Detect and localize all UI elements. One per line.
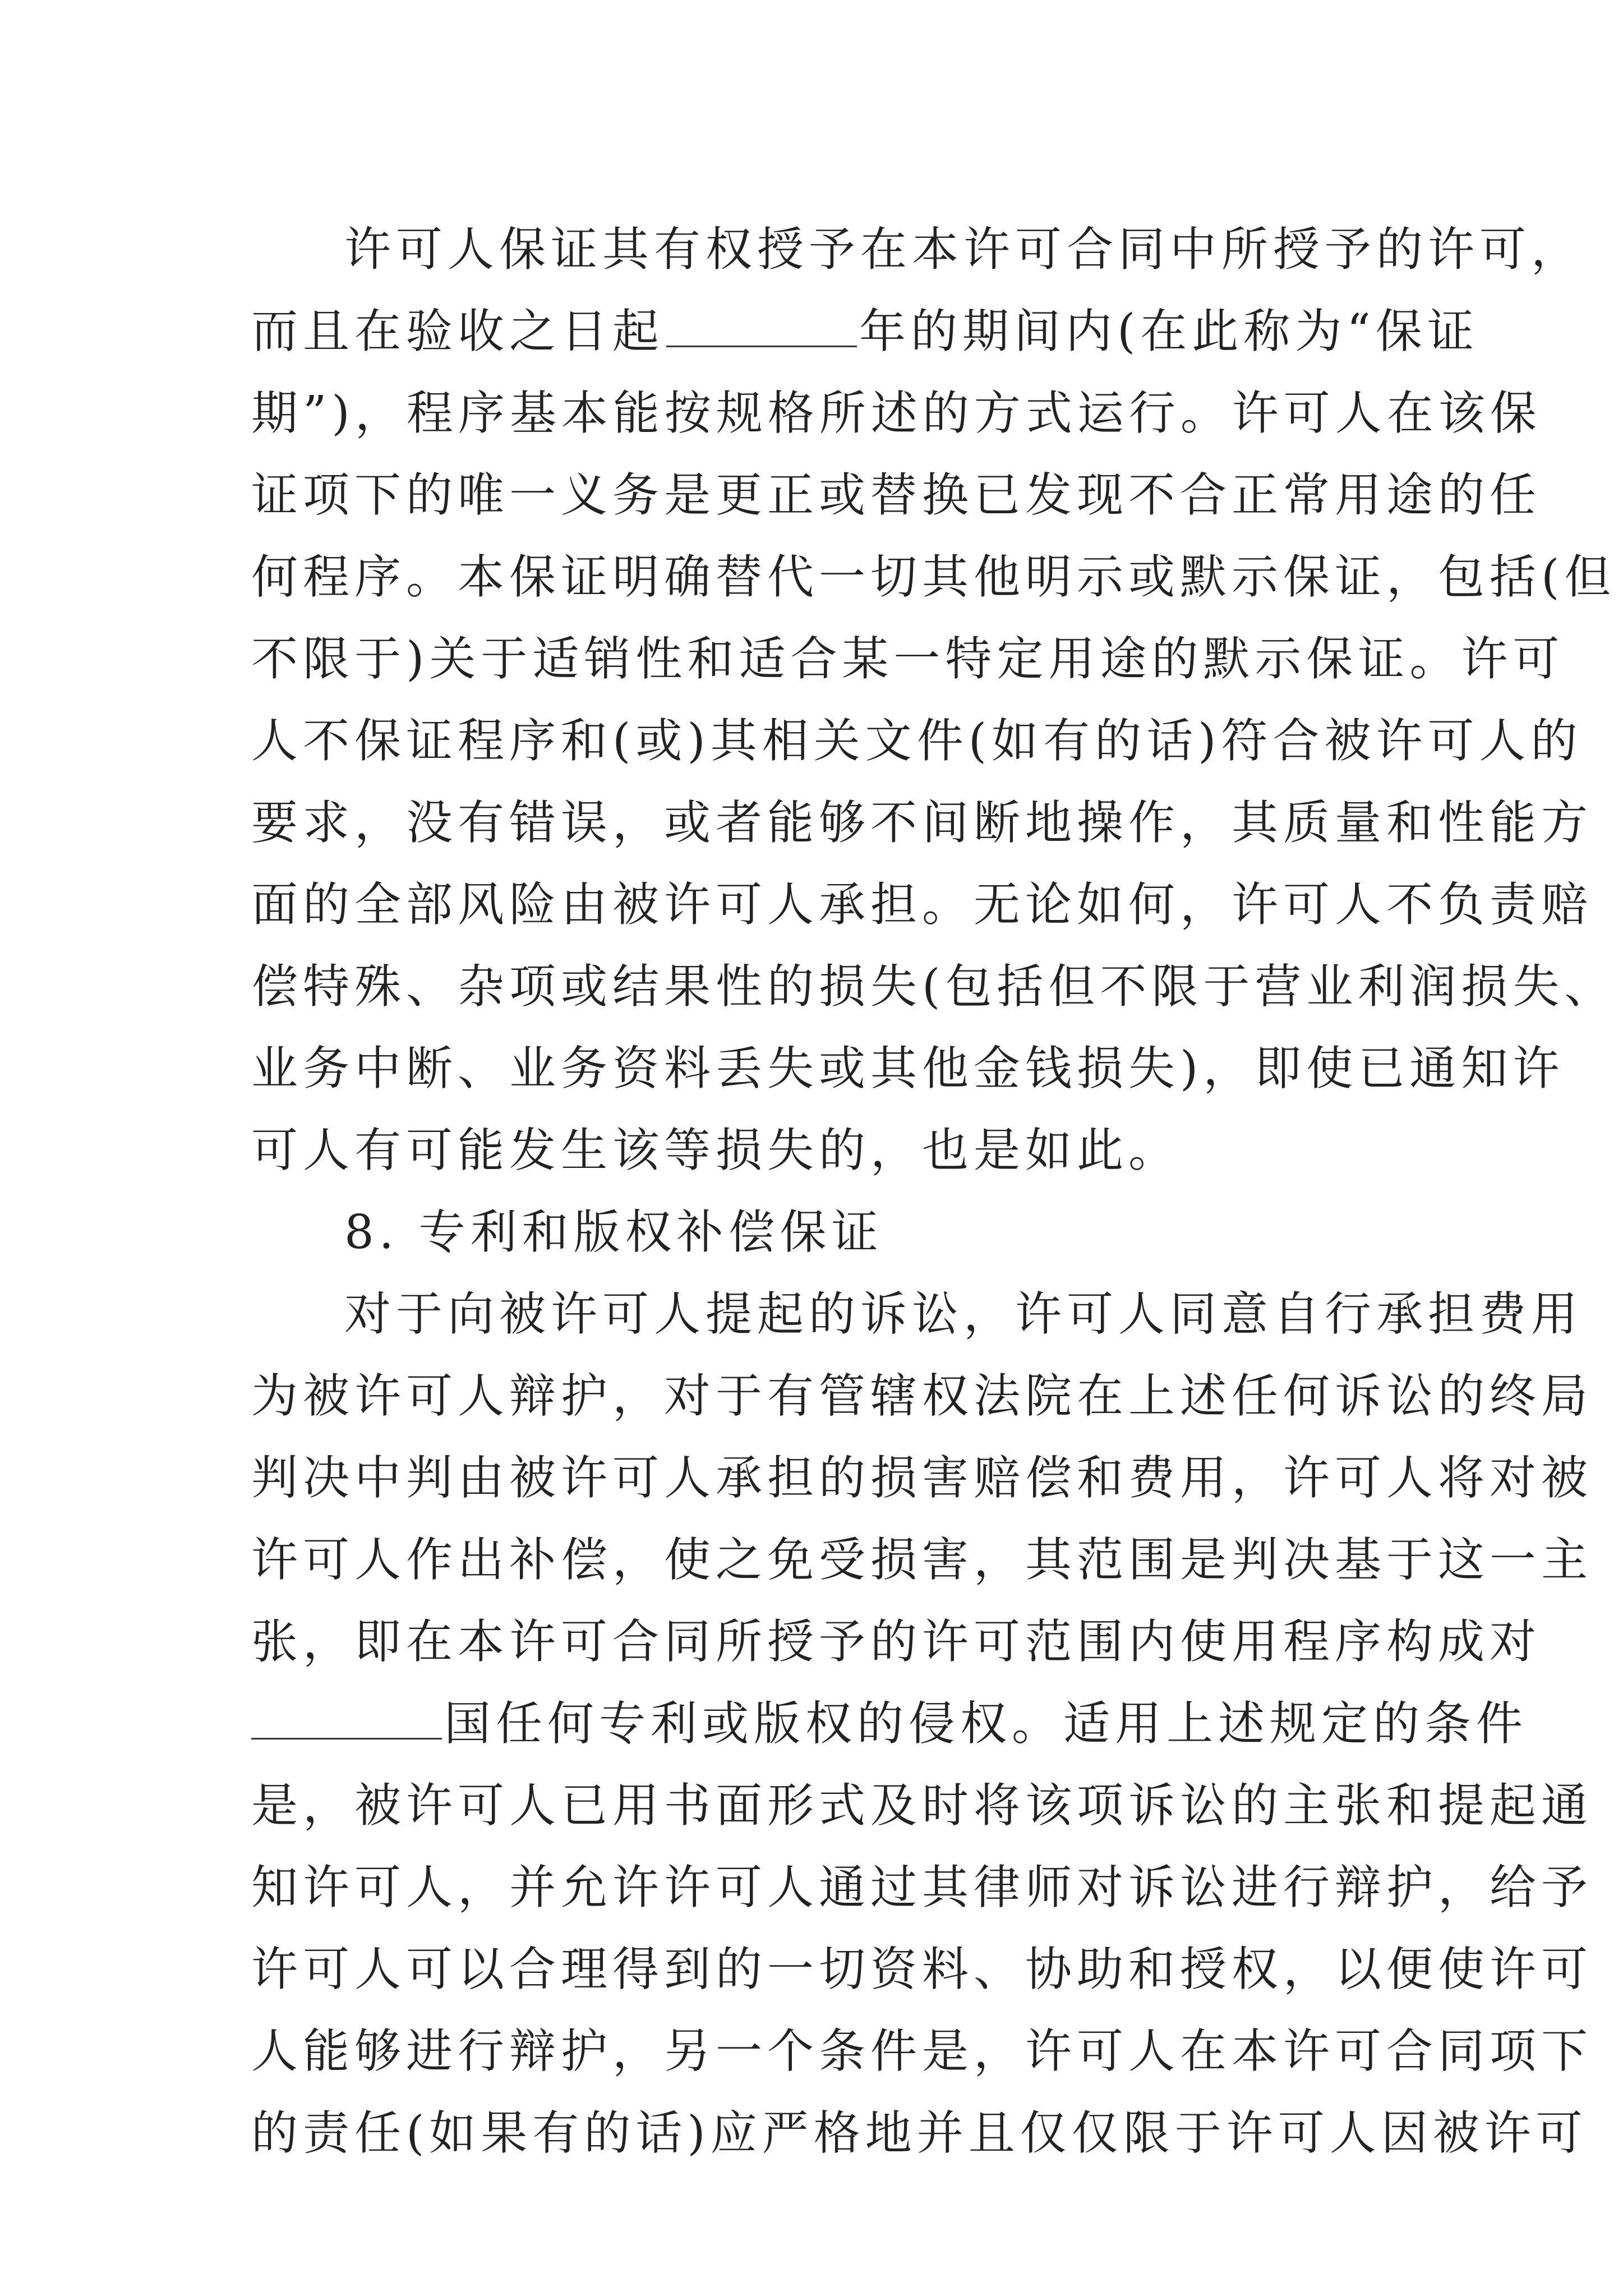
paragraph-line: 是，被许可人已用书面形式及时将该项诉讼的主张和提起通 — [251, 1778, 1593, 1833]
text-fragment: 国任何专利或版权的侵权。适用上述规定的条件 — [444, 1696, 1528, 1751]
paragraph-line: 不限于)关于适销性和适合某一特定用途的默示保证。许可 — [251, 632, 1565, 686]
text-fragment: 而且在验收之日起 — [251, 304, 664, 358]
paragraph-line: 人不保证程序和(或)其相关文件(如有的话)符合被许可人的 — [251, 714, 1583, 768]
paragraph-line: 许可人保证其有权授予在本许可合同中所授予的许可， — [344, 222, 1583, 277]
paragraph-line: 判决中判由被许可人承担的损害赔偿和费用，许可人将对被 — [251, 1451, 1593, 1505]
paragraph-line — [251, 1683, 1528, 1765]
paragraph-line — [251, 291, 1479, 372]
fill-in-blank — [251, 1699, 442, 1740]
paragraph-line: 的责任(如果有的话)应严格地并且仅仅限于许可人因被许可 — [251, 2106, 1588, 2160]
paragraph-line: 知许可人，并允许许可人通过其律师对诉讼进行辩护，给予 — [251, 1860, 1593, 1915]
paragraph-line: 偿特殊、杂项或结果性的损失(包括但不限于营业利润损失、 — [251, 959, 1616, 1014]
text-fragment: 年的期间内(在此称为“保证 — [859, 304, 1479, 358]
paragraph-line: 面的全部风险由被许可人承担。无论如何，许可人不负责赔 — [251, 877, 1593, 932]
paragraph-line: 许可人可以合理得到的一切资料、协助和授权，以便使许可 — [251, 1942, 1593, 1996]
paragraph-line: 张，即在本许可合同所授予的许可范围内使用程序构成对 — [251, 1614, 1541, 1669]
paragraph-line: 何程序。本保证明确替代一切其他明示或默示保证，包括(但 — [251, 550, 1616, 604]
fill-in-blank — [666, 306, 857, 347]
paragraph-line: 人能够进行辩护，另一个条件是，许可人在本许可合同项下 — [251, 2024, 1593, 2078]
paragraph-line: 为被许可人辩护，对于有管辖权法院在上述任何诉讼的终局 — [251, 1369, 1593, 1423]
paragraph-line: 许可人作出补偿，使之免受损害，其范围是判决基于这一主 — [251, 1533, 1593, 1587]
paragraph-line: 期”)，程序基本能按规格所述的方式运行。许可人在该保 — [251, 386, 1542, 440]
document-body — [251, 209, 1616, 2174]
paragraph-line: 证项下的唯一义务是更正或替换已发现不合正常用途的任 — [251, 468, 1541, 522]
paragraph-line: 可人有可能发生该等损失的，也是如此。 — [251, 1123, 1180, 1177]
paragraph-line: 对于向被许可人提起的诉讼，许可人同意自行承担费用 — [344, 1287, 1583, 1341]
section-heading: 8. 专利和版权补偿保证 — [344, 1205, 883, 1259]
paragraph-line: 业务中断、业务资料丢失或其他金钱损失)，即使已通知许 — [251, 1041, 1565, 1096]
paragraph-line: 要求，没有错误，或者能够不间断地操作，其质量和性能方 — [251, 795, 1593, 850]
